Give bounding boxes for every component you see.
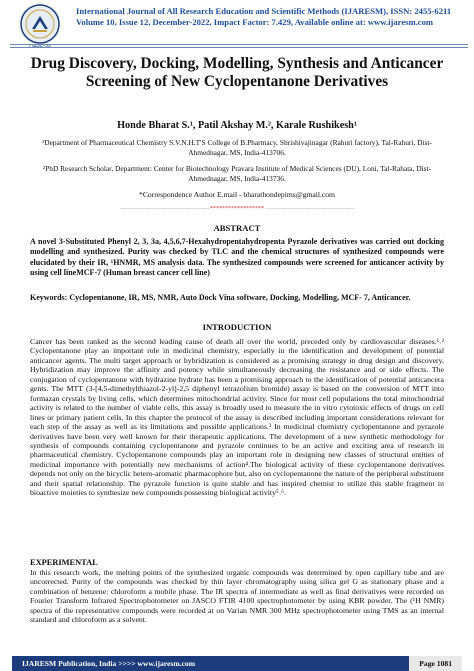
affiliation-1: ¹Department of Pharmaceutical Chemistry S.V.N.H.T'S College of B.Pharmacy, Shrishivajinagar (Rahuri factory), Tal-Rahuri, Dist-Ahmednagar, MS, India-413706. (42, 138, 432, 157)
journal-header (0, 0, 474, 58)
star-separator: - - - - - - - - - - - - - - - - - - - - - - - - - - - - - - - - - - - - ****************** - - - - - - - - - - - - - - - - - - - - - - - - - - - - - - - - - - - - (120, 206, 354, 212)
experimental-text: In this research work, the melting points of the synthesized organic compounds was determined by open capillary tube and are uncorrected. Purity of the compounds was checked by thin layer chromatography using silica gel G as stationary phase and a combination of benzene: chloroform a mobile phase. The IR spectra of intermediate as well as final derivatives were recorded on Fourier Transform Infrared Spectrophotometer on JASCO FTIR 4100 spectrophotometer by using KBR powder. The (¹H NMR) spectra of the representative compounds were recorded at on Varian NMR 300 MHz spectrophotometer using TMS as an internal standard and chloroform as a solvent. (30, 568, 444, 625)
introduction-heading: INTRODUCTION (202, 322, 272, 332)
page-number: Page 1081 (409, 656, 462, 671)
abstract-heading: ABSTRACT (213, 223, 261, 233)
keywords-text: Cyclopentanone, IR, MS, NMR, Auto Dock Vina software, Docking, Modelling, MCF- 7, Anticancer. (69, 293, 411, 302)
volume-line: Volume 10, Issue 12, December-2022, Impact Factor: 7.429, Available online at: www.ijaresm.com (76, 17, 434, 27)
correspondence-email: *Correspondence Author E.mail - bharathondepims@gmail.com (139, 190, 335, 199)
abstract-text: A novel 3-Substituted Phenyl 2, 3, 3a, 4,5,6,7-Hexahydropentahydropenta Pyrazole derivatives was carried out docking modelling and synthesized. Purity was checked by TLC and the chemical structures of synthesized compounds were elucidated by their IR, ¹HNMR, MS analysis data. The synthesized compounds were screened for anticancer activity by using cell lineMCF-7 (Human breast cancer cell line) (30, 237, 444, 278)
footer-publisher: IJARESM Publication, India >>>> www.ijaresm.com (22, 659, 196, 668)
experimental-heading: EXPERIMENTAL (30, 558, 98, 567)
page-footer (12, 656, 462, 671)
separator-stars: ****************** (210, 206, 264, 212)
header-divider-lower (10, 47, 468, 48)
author-list: Honde Bharat S.¹, Patil Akshay M.², Karale Rushikesh¹ (117, 120, 357, 131)
header-divider (10, 44, 468, 45)
journal-name-line: International Journal of All Research Education and Scientific Methods (IJARESM), ISSN: 2455-6211 (76, 6, 452, 16)
keywords-label: Keywords: (30, 293, 68, 302)
introduction-text: Cancer has been ranked as the second leading cause of death all over the world, preceded only by cardiovascular diseases.¹˒² Cyclopentanone play an important role in medicinal chemistry, especially in the identification and development of potential anticancer agents. The multi target approach or hybridization is considered as a promising strategy in drug design and discovery. Hybridization may improve the affinity and potency while simultaneously decreasing the resistance and or side effects. The conjugation of cyclopentanone with hydrazine hydrate has been a promising approach to the identification of potential anticancera gents. The MTT (3-[4,5-dimethylthiazol-2-yl]-2,5 diphenyl tetrazolium bromide) assay is based on the conversion of MTT into formazan crystals by living cells, which determines mitochondrial activity. Since for most cell populations the total mitochondrial activity is related to the number of viable cells, this assay is broadly used to measure the in vitro cytotoxic effects of drugs on cell lines or primary patient cells. In this chapter the protocol of the assay is described including important considerations relevant for each step of the assay as well as its limitations and possible applications.³ In medicinal chemistry cyclopentanone and pyrazole derivatives have been very well known for their therapeutic applications. The development of a new synthetic methodology for synthesis of compounds containing cyclopentanone and pyrazole continues to be an active and exciting area of research in pharmaceutical chemistry. Cyclopentanone compounds play an important role in designing new classes of structural entities of medicinal importance with potentially new mechanisms of action⁴.The biological activity of these cyclopentanone derivatives depends not only on the bicyclic hetero-aromatic pharmacophore but, also on cyclopentanone the nature of the peripheral substituent and their spatial relationship. The pyrazole function is quite stable and has inspired chemist to utilize this stable fragment in bioactive moieties to synthesize new compounds possessing biological activity⁵˒⁶. (30, 337, 444, 498)
keywords-block (30, 293, 444, 303)
paper-title: Drug Discovery, Docking, Modelling, Synthesis and Anticancer Screening of New Cyclopentanone Derivatives (30, 55, 444, 90)
journal-logo-icon (20, 4, 60, 44)
affiliation-2: ²PhD Research Scholar, Department: Center for Biotechnology Pravara Institute of Medical Sciences (DU), Loni, Tal-Rahata, Dist-Ahmednagar, MS, India-413736. (42, 164, 432, 183)
